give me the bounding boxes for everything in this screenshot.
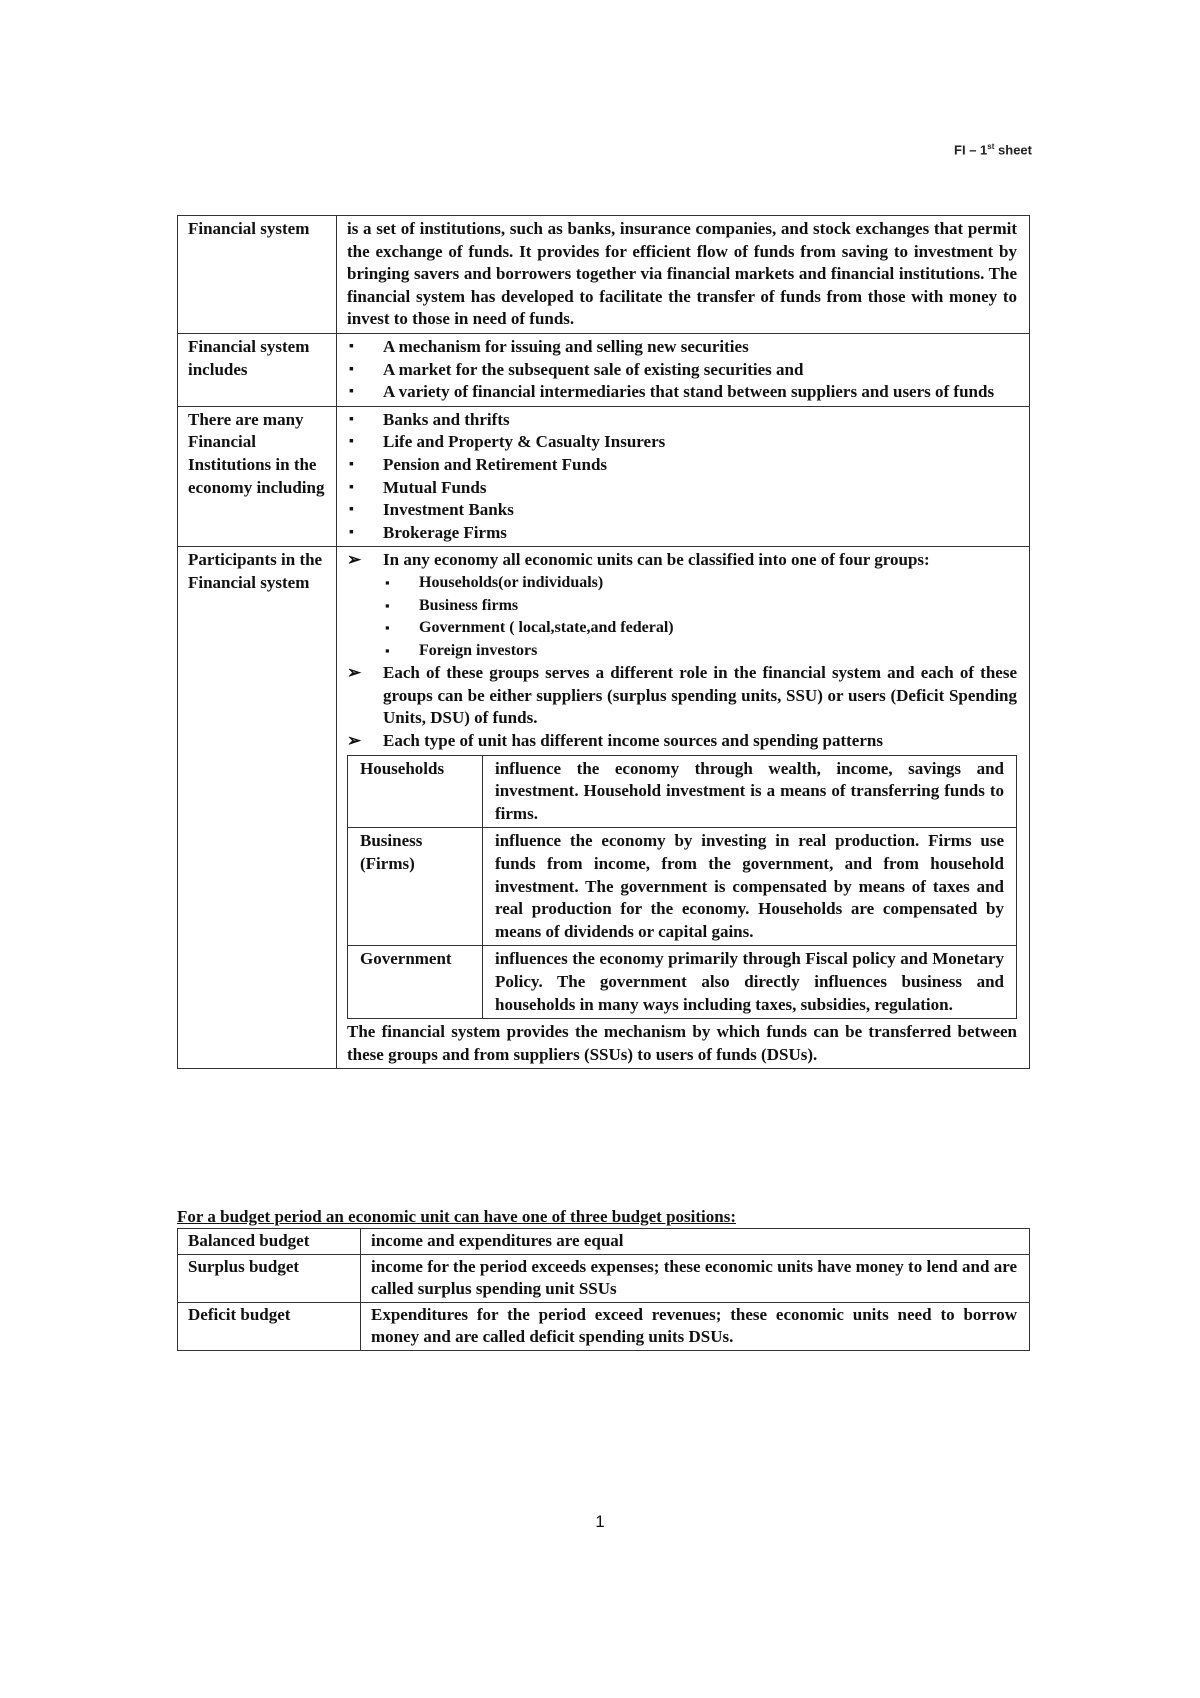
arrow-list xyxy=(347,662,1017,752)
list-item: ▪ A variety of financial intermediaries that stand between suppliers and users of funds xyxy=(347,381,1017,404)
arrow-item: ➢ Each type of unit has different income sources and spending patterns xyxy=(347,730,1017,753)
list-item: ▪ Foreign investors xyxy=(383,640,1017,663)
row-content xyxy=(337,333,1030,406)
table-row xyxy=(178,1254,1030,1302)
budget-label: Surplus budget xyxy=(178,1254,361,1302)
unit-description: influences the economy primarily through Fiscal policy and Monetary Policy. The government also directly influences business and households in many ways including taxes, subsidies, regulation. xyxy=(483,946,1017,1019)
page-number: 1 xyxy=(595,1512,605,1531)
budget-table xyxy=(177,1228,1030,1351)
list-item: ▪ Brokerage Firms xyxy=(347,522,1017,545)
unit-name: Government xyxy=(348,946,483,1019)
list-item: ▪ Life and Property & Casualty Insurers xyxy=(347,431,1017,454)
table-row xyxy=(178,1302,1030,1350)
table-row xyxy=(348,755,1017,828)
table-row xyxy=(178,547,1030,1069)
budget-label: Balanced budget xyxy=(178,1229,361,1255)
list-item: ▪ A market for the subsequent sale of existing securities and xyxy=(347,359,1017,382)
row-label: Participants in the Financial system xyxy=(178,547,337,1069)
row-label: Financial system includes xyxy=(178,333,337,406)
row-content xyxy=(337,406,1030,547)
budget-text: income for the period exceeds expenses; these economic units have money to lend and are called surplus spending unit SSUs xyxy=(361,1254,1030,1302)
row-label: There are many Financial Institutions in the economy including xyxy=(178,406,337,547)
unit-description: influence the economy by investing in real production. Firms use funds from income, from the government, and from household investment. The government is compensated by means of taxes and real production for the economy. Households are compensated by means of dividends or capital gains. xyxy=(483,828,1017,946)
table-row xyxy=(178,216,1030,334)
list-item: ▪ Investment Banks xyxy=(347,499,1017,522)
closing-text: The financial system provides the mechanism by which funds can be transferred between these groups and from suppliers (SSUs) to users of funds (DSUs). xyxy=(347,1022,1017,1064)
table-row xyxy=(178,333,1030,406)
list-item: ▪ Mutual Funds xyxy=(347,477,1017,500)
budget-heading: For a budget period an economic unit can have one of three budget positions: xyxy=(177,1207,736,1226)
list-item: ▪ A mechanism for issuing and selling new securities xyxy=(347,336,1017,359)
budget-label: Deficit budget xyxy=(178,1302,361,1350)
list-item: ▪ Government ( local,state,and federal) xyxy=(383,617,1017,640)
header-suffix: sheet xyxy=(994,142,1032,158)
budget-text: Expenditures for the period exceed revenues; these economic units need to borrow money and are called deficit spending units DSUs. xyxy=(361,1302,1030,1350)
list-item: ▪ Business firms xyxy=(383,595,1017,618)
header-superscript: st xyxy=(987,142,995,151)
arrow-item-text: In any economy all economic units can be classified into one of four groups: xyxy=(383,550,930,570)
list-item: ▪ Pension and Retirement Funds xyxy=(347,454,1017,477)
unit-name: Business (Firms) xyxy=(348,828,483,946)
list-item: ▪ Banks and thrifts xyxy=(347,409,1017,432)
group-list xyxy=(383,572,1017,662)
arrow-list xyxy=(347,549,1017,572)
row-content: is a set of institutions, such as banks, insurance companies, and stock exchanges that permit the exchange of funds. It provides for efficient flow of funds from saving to investment by bringing savers and borrowers together via financial markets and financial institutions. The financial system has developed to facilitate the transfer of funds from those with money to invest to those in need of funds. xyxy=(337,216,1030,334)
unit-description: influence the economy through wealth, income, savings and investment. Household investment is a means of transferring funds to firms. xyxy=(483,755,1017,828)
table-row xyxy=(348,828,1017,946)
unit-name: Households xyxy=(348,755,483,828)
bullet-list xyxy=(347,409,1017,545)
financial-system-table xyxy=(177,215,1030,1069)
table-row xyxy=(178,406,1030,547)
arrow-item: ➢ Each of these groups serves a different role in the financial system and each of these groups can be either suppliers (surplus spending units, SSU) or users (Deficit Spending Units, DSU) of funds. xyxy=(347,662,1017,730)
budget-text: income and expenditures are equal xyxy=(361,1229,1030,1255)
row-label: Financial system xyxy=(178,216,337,334)
page-header xyxy=(954,142,1032,157)
arrow-item xyxy=(347,549,1017,572)
unit-table xyxy=(347,755,1017,1020)
bullet-list xyxy=(347,336,1017,404)
list-item: ▪ Households(or individuals) xyxy=(383,572,1017,595)
header-text: FI – 1 xyxy=(954,142,988,158)
table-row xyxy=(178,1229,1030,1255)
table-row xyxy=(348,946,1017,1019)
row-content xyxy=(337,547,1030,1069)
